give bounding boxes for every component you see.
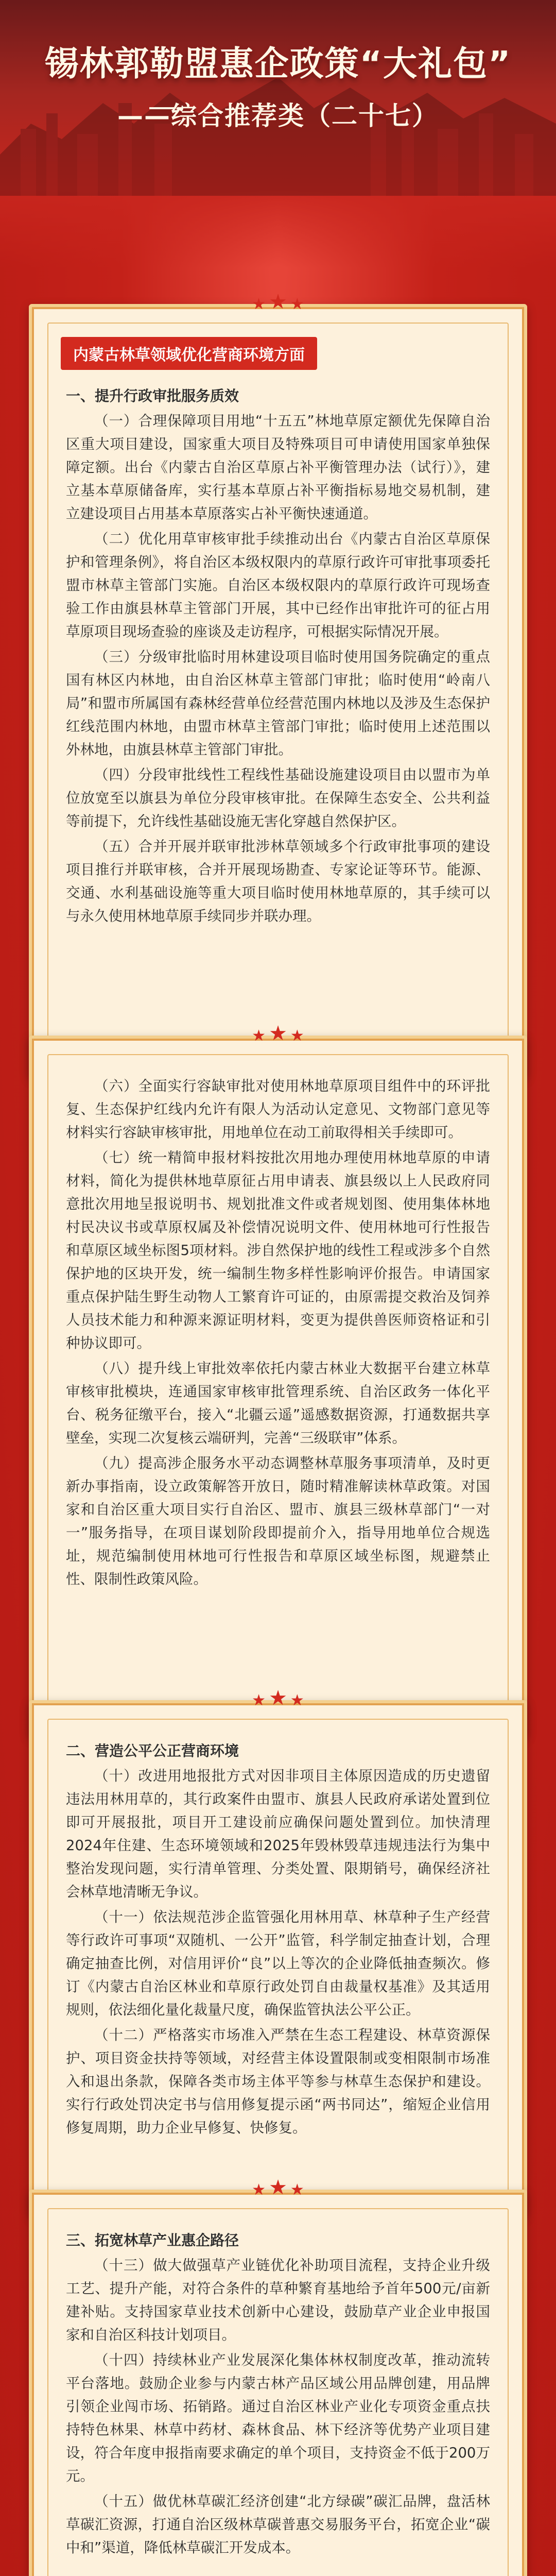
star-icon: ★ — [269, 1022, 287, 1045]
policy-panel-4 — [29, 2176, 527, 2576]
paragraph: （一）合理保障项目用地“十五五”林地草原定额优先保障自治区重大项目建设，国家重大项目及特殊项目可申请使用国家单独保障定额。出台《内蒙古自治区草原占补平衡管理办法（试行）》，建立基本草原储备库，实行基本草原占补平衡指标易地交易机制，建立建设项目占用基本草原落实占补平衡快速通道。 — [66, 413, 490, 522]
star-icon: ★ — [252, 1027, 266, 1045]
paragraph: （八）提升线上审批效率依托内蒙古林业大数据平台建立林草审核审批模块，连通国家审核审批管理系统、自治区政务一体化平台、税务征缴平台，接入“北疆云遥”遥感数据资源，打通数据共享壁垒，实现二次复核云端研判，完善“三级联审”体系。 — [66, 1360, 490, 1446]
paragraph: （十）改进用地报批方式对因非项目主体原因造成的历史遗留违法用林用草的，其行政案件由盟市、旗县人民政府承诺处置到位即可开展报批，项目开工建设前应确保问题处置到位。加快清理2024年住建、生态环境领域和2025年毁林毁草违规违法行为集中整治发现问题，实行清单管理、分类处置、限期销号，确保经济社会林草地清晰无争议。 — [66, 1768, 490, 1900]
star-icon: ★ — [290, 2181, 304, 2199]
policy-panel-1 — [29, 290, 527, 1077]
section-heading: 三、拓宽林草产业惠企路径 — [66, 2232, 239, 2249]
star-icon: ★ — [269, 2176, 287, 2199]
section-tag: 内蒙古林草领域优化营商环境方面 — [61, 337, 317, 370]
paragraph: （十五）做优林草碳汇经济创建“北方绿碳”碳汇品牌，盘活林草碳汇资源，打通自治区级林草碳普惠交易服务平台，拓宽企业“碳中和”渠道，降低林草碳汇开发成本。 — [66, 2493, 490, 2556]
star-icon: ★ — [269, 1686, 287, 1710]
section-heading: 一、提升行政审批服务质效 — [66, 387, 239, 404]
header-banner — [0, 0, 556, 268]
policy-panel-3 — [29, 1686, 527, 2215]
star-icon: ★ — [290, 1027, 304, 1045]
paragraph: （九）提高涉企服务水平动态调整林草服务事项清单，及时更新办事指南，设立政策解答开放日，随时精准解读林草政策。对国家和自治区重大项目实行自治区、盟市、旗县三级林草部门“一对一”服务指导，在项目谋划阶段即提前介入，指导用地单位合规选址，规范编制使用林地可行性报告和草原区域坐标图，规避禁止性、限制性政策风险。 — [66, 1455, 490, 1587]
paragraph: （六）全面实行容缺审批对使用林地草原项目组件中的环评批复、生态保护红线内允许有限人为活动认定意见、文物部门意见等材料实行容缺审核审批，用地单位在动工前取得相关手续即可。 — [66, 1078, 490, 1141]
paragraph: （七）统一精简申报材料按批次用地办理使用林地草原的申请材料，简化为提供林地草原征占用申请表、旗县级以上人民政府同意批次用地呈报说明书、规划批准文件或者规划图、使用集体林地村民决议书或草原权属及补偿情况说明文件、使用林地可行性报告和草原区域坐标图5项材料。涉自然保护地的线性工程或涉多个自然保护地的区块开发，统一编制生物多样性影响评价报告。申请国家重点保护陆生野生动物人工繁育许可证的，由原需提交救治及饲养人员技术能力和种源来源证明材料，变更为提供兽医师资格证和引种协议即可。 — [66, 1149, 490, 1351]
panel-content — [66, 1739, 490, 2142]
stars-ornament — [239, 1686, 317, 1708]
paragraph: （十一）依法规范涉企监管强化用林用草、林草种子生产经营等行政许可事项“双随机、一公开”监管，科学制定抽查计划，合理确定抽查比例，对信用评价“良”以上等次的企业降低抽查频次。修订《内蒙古自治区林业和草原行政处罚自由裁量权基准》及其适用规则，依法细化量化裁量尺度，确保监管执法公平公正。 — [66, 1909, 490, 2018]
star-icon: ★ — [269, 290, 287, 314]
section-heading: 二、营造公平公正营商环境 — [66, 1742, 239, 1759]
star-icon: ★ — [252, 2181, 266, 2199]
paragraph: （十二）严格落实市场准入严禁在生态工程建设、林草资源保护、项目资金扶持等领域，对经营主体设置限制或变相限制市场准入和退出条款，保障各类市场主体平等参与林草生态保护和建设。实行行政处罚决定书与信用修复提示函“两书同达”，缩短企业信用修复周期，助力企业早修复、快修复。 — [66, 2027, 490, 2136]
policy-panel-2 — [29, 1022, 527, 1736]
star-icon: ★ — [290, 295, 304, 313]
paragraph: （十四）持续林业产业发展深化集体林权制度改革，推动流转平台落地。鼓励企业参与内蒙古林产品区域公用品牌创建，用品牌引领企业闯市场、拓销路。通过自治区林业产业化专项资金重点扶持特色林果、林草中药材、森林食品、林下经济等优势产业项目建设，符合年度申报指南要求确定的单个项目，支持资金不低于200万元。 — [66, 2352, 490, 2484]
star-icon: ★ — [290, 1691, 304, 1709]
paragraph: （四）分段审批线性工程线性基础设施建设项目由以盟市为单位放宽至以旗县为单位分段审核审批。在保障生态安全、公共利益等前提下，允许线性基础设施无害化穿越自然保护区。 — [66, 767, 490, 829]
panel-content — [66, 1075, 490, 1593]
stars-ornament — [239, 1021, 317, 1044]
paragraph: （二）优化用草审核审批手续推动出台《内蒙古自治区草原保护和管理条例》，将自治区本级权限内的草原行政许可审批事项委托盟市林草主管部门实施。自治区本级权限内的草原行政许可现场查验工作由旗县林草主管部门开展，其中已经作出审批许可的征占用草原项目现场查验的座谈及走访程序，可根据实际情况开展。 — [66, 531, 490, 640]
panel-content — [66, 384, 490, 930]
page-title: 锡林郭勒盟惠企政策“大礼包” — [44, 44, 512, 83]
paragraph: （十三）做大做强草产业链优化补助项目流程，支持企业升级工艺、提升产能，对符合条件的草种繁育基地给予首年500元/亩新建补贴。支持国家草业技术创新中心建设，鼓励草产业企业申报国家和自治区科技计划项目。 — [66, 2257, 490, 2343]
stars-ornament — [239, 290, 317, 312]
page-subtitle: ——综合推荐类（二十七） — [117, 101, 439, 131]
stars-ornament — [239, 2175, 317, 2198]
paragraph: （三）分级审批临时用林建设项目临时使用国务院确定的重点国有林区内林地，由自治区林草主管部门审批；临时使用“岭南八局”和盟市所属国有森林经营单位经营范围内林地以及涉及生态保护红线范围内林地，由盟市林草主管部门审批；临时使用上述范围以外林地，由旗县林草主管部门审批。 — [66, 649, 490, 758]
star-icon: ★ — [252, 1691, 266, 1709]
paragraph: （五）合并开展并联审批涉林草领域多个行政审批事项的建设项目推行并联审核，合并开展现场勘查、专家论证等环节。能源、交通、水利基础设施等重大项目临时使用林地草原的，其手续可以与永久使用林地草原手续同步并联办理。 — [66, 838, 490, 924]
star-icon: ★ — [252, 295, 266, 313]
panel-content — [66, 2229, 490, 2562]
